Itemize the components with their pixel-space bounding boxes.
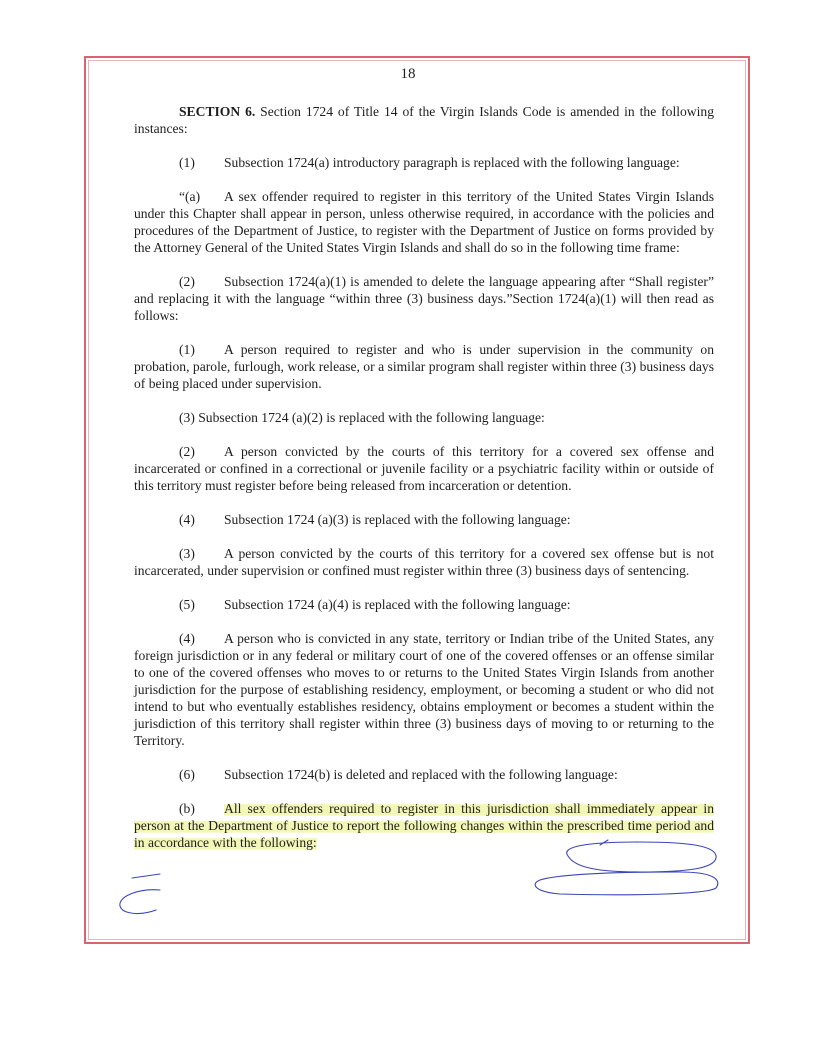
paragraph-4: (1) A person required to register and who is under supervision in the community on probation, parole, furlough, work release, or a similar program shall register within three (3) business days of being placed under supervision. [134,342,714,391]
paragraph-10: (4) A person who is convicted in any state, territory or Indian tribe of the United States, any foreign jurisdiction or in any federal or military court of one of the covered offenses or an offense similar to one of the covered offenses who moves to or returns to the United States Virgin Islands from another jurisdiction for the purpose of establishing residency, employment, or becoming a student or who did not intend to but who eventually establishes residency, obtains employment or becomes a student within the jurisdiction of this territory shall register within three (3) business days of moving to or returning to the Territory. [134,631,714,748]
section-intro: Section 1724 of Title 14 of the Virgin Islands Code is amended in the following instances: [134,104,714,136]
document-body [134,103,714,868]
paragraph-2: “(a) A sex offender required to register in this territory of the United States Virgin Islands under this Chapter shall appear in person, unless otherwise required, in accordance with the policies and procedures of the Department of Justice, to register with the Department of Justice on forms provided by the Attorney General of the United States Virgin Islands and shall do so in the following time frame: [134,189,714,255]
highlighted-paragraph: (b) All sex offenders required to register in this jurisdiction shall immediately appear in person at the Department of Justice to report the following changes within the prescribed time period and in accordance with the following: [134,801,714,850]
section-label: SECTION 6. [179,104,256,119]
paragraph-8: (3) A person convicted by the courts of this territory for a covered sex offense but is not incarcerated, under supervision or confined must register within three (3) business days of sentencing. [134,546,714,578]
paragraph-9: (5) Subsection 1724 (a)(4) is replaced with the following language: [179,597,571,612]
paragraph-6: (2) A person convicted by the courts of this territory for a covered sex offense and incarcerated or confined in a correctional or juvenile facility or a psychiatric facility within or outside of this territory must register before being released from incarceration or detention. [134,444,714,493]
paragraph-7: (4) Subsection 1724 (a)(3) is replaced with the following language: [179,512,571,527]
paragraph-11: (6) Subsection 1724(b) is deleted and replaced with the following language: [179,767,618,782]
paragraph-1: (1) Subsection 1724(a) introductory paragraph is replaced with the following language: [179,155,680,170]
section-6-paragraph [134,103,714,137]
paragraph-3: (2) Subsection 1724(a)(1) is amended to delete the language appearing after “Shall register” and replacing it with the language “within three (3) business days.”Section 1724(a)(1) will then read as follows: [134,274,714,323]
page-number: 18 [400,66,416,82]
paragraph-5: (3) Subsection 1724 (a)(2) is replaced with the following language: [179,410,545,425]
highlighted-text: All sex offenders required to register in this jurisdiction shall immediately appear in person at the Department of Justice to report the following changes within the prescribed time period and in accordance with the following: [134,801,714,850]
